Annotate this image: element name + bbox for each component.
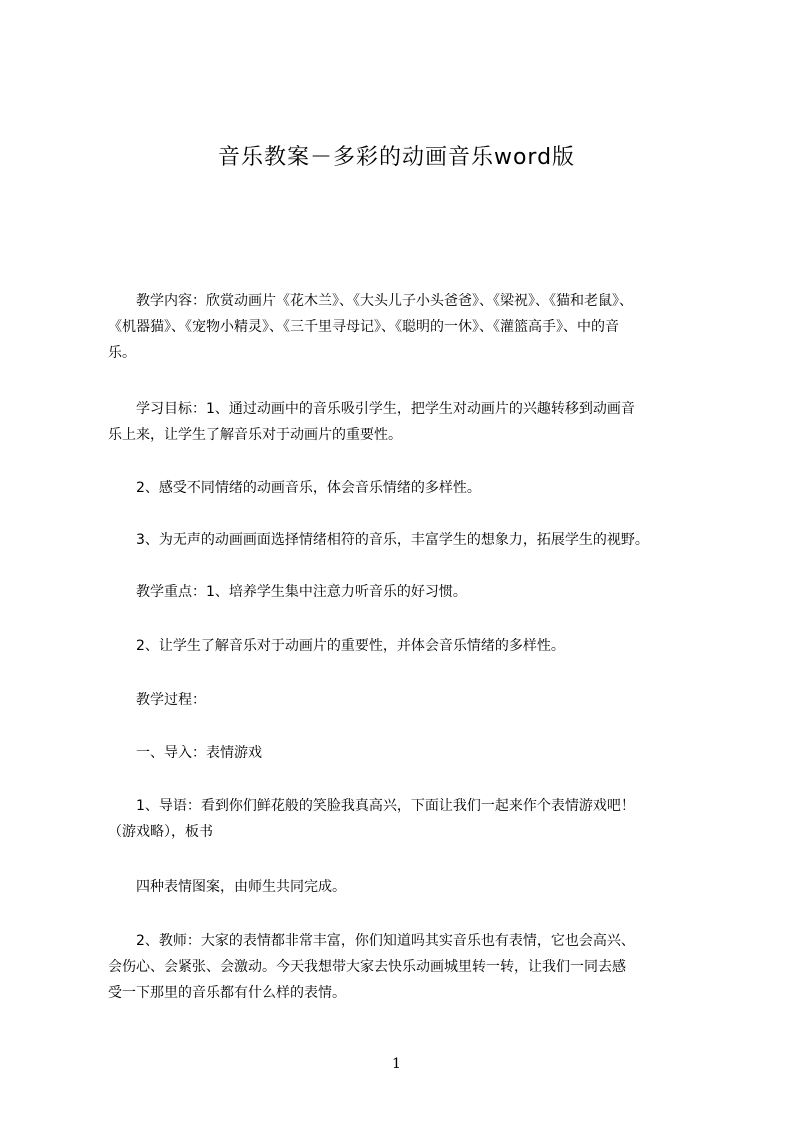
text-line: 《机器猫》、《宠物小精灵》、《三千里寻母记》、《聪明的一休》、《灌篮高手》、中的音 — [108, 319, 619, 335]
document-title: 音乐教案－多彩的动画音乐word版 — [217, 145, 576, 170]
page-number: 1 — [392, 1056, 401, 1072]
paragraph-learning-goal-2 — [108, 475, 728, 501]
paragraph-learning-goal-1 — [108, 396, 728, 448]
text-line: 一、导入：表情游戏 — [108, 745, 262, 761]
text-line: 会伤心、会紧张、会激动。今天我想带大家去快乐动画城里转一转，让我们一同去感 — [108, 959, 626, 975]
paragraph-key-point-2 — [108, 633, 728, 659]
paragraph-teacher-speech — [108, 928, 728, 1006]
paragraph-teaching-content — [108, 288, 728, 366]
text-line: 教学重点：1、培养学生集中注意力听音乐的好习惯。 — [108, 584, 467, 600]
text-line: 乐。 — [108, 345, 136, 361]
text-line: 2、教师：大家的表情都非常丰富，你们知道吗其实音乐也有表情，它也会高兴、 — [108, 933, 635, 949]
text-line: 教学内容：欣赏动画片《花木兰》、《大头儿子小头爸爸》、《梁祝》、《猫和老鼠》、 — [108, 293, 633, 309]
text-line: 四种表情图案，由师生共同完成。 — [108, 879, 346, 895]
text-line: 2、让学生了解音乐对于动画片的重要性，并体会音乐情绪的多样性。 — [108, 638, 565, 654]
paragraph-key-point-1 — [108, 579, 728, 605]
text-line: 3、为无声的动画画面选择情绪相符的音乐，丰富学生的想象力，拓展学生的视野。 — [108, 532, 649, 548]
text-line: 受一下那里的音乐都有什么样的表情。 — [108, 985, 346, 1001]
text-line: 学习目标：1、通过动画中的音乐吸引学生，把学生对动画片的兴趣转移到动画音 — [108, 401, 635, 417]
text-line: （游戏略），板书 — [108, 824, 213, 840]
text-line: 1、导语：看到你们鲜花般的笑脸我真高兴，下面让我们一起来作个表情游戏吧！ — [108, 798, 635, 814]
text-line: 教学过程： — [108, 692, 206, 708]
paragraph-process-heading — [108, 687, 728, 713]
paragraph-four-expressions — [108, 874, 728, 900]
text-line: 乐上来，让学生了解音乐对于动画片的重要性。 — [108, 427, 402, 443]
paragraph-learning-goal-3 — [108, 527, 728, 553]
paragraph-intro-heading — [108, 740, 728, 766]
paragraph-intro-speech — [108, 793, 728, 845]
text-line: 2、感受不同情绪的动画音乐，体会音乐情绪的多样性。 — [108, 480, 481, 496]
